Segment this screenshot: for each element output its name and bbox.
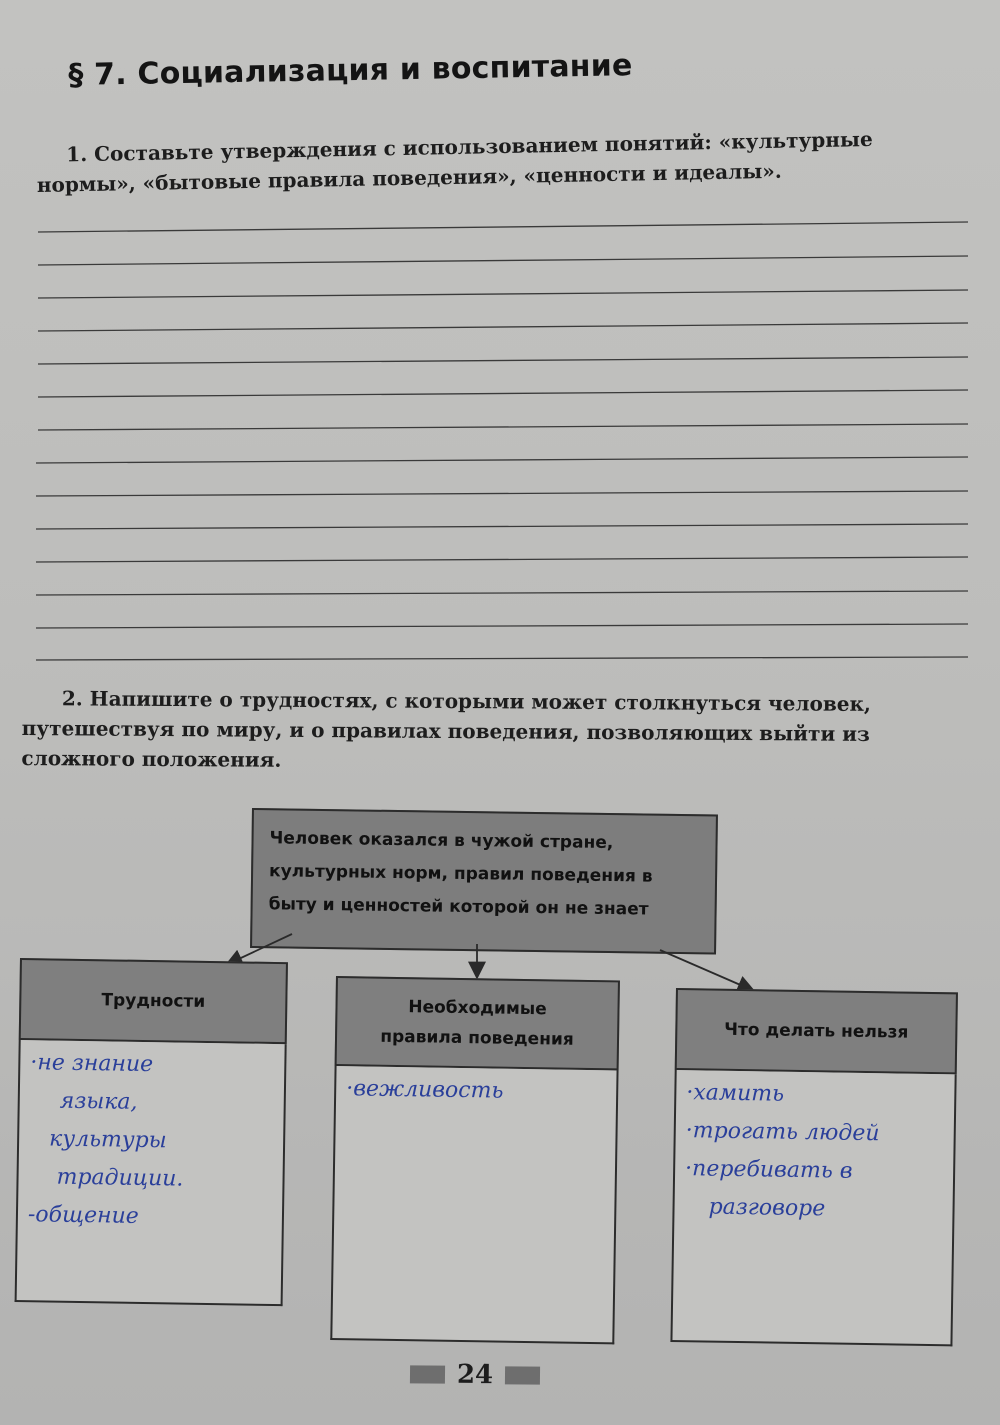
answer-item: традиции. [56, 1164, 184, 1192]
handwritten-answers [18, 1040, 285, 1242]
answer-item: ·перебивать в [684, 1156, 853, 1184]
answer-item: разговоре [708, 1194, 826, 1222]
answer-line [38, 256, 968, 265]
answer-line [36, 591, 968, 595]
diagram-main-box: Человек оказался в чужой стране, культурных норм, правил поведения в быту и ценностей которой он не знает [250, 808, 718, 954]
answer-line [38, 424, 968, 430]
column-header: Что делать нельзя [675, 988, 958, 1074]
answer-line [36, 491, 968, 496]
answer-item: культуры [48, 1126, 167, 1154]
column-forbidden [670, 988, 958, 1346]
answer-item: ·трогать людей [685, 1118, 880, 1147]
handwritten-answers [674, 1070, 954, 1234]
column-header: Необходимые правила поведения [335, 976, 620, 1070]
task-1-text: 1. Составьте утверждения с использованием понятий: «культурные нормы», «бытовые правила поведения», «ценности и идеалы». [36, 126, 873, 197]
column-header: Трудности [19, 958, 288, 1044]
answer-line [36, 657, 968, 660]
column-body [15, 1040, 287, 1306]
answer-line [38, 323, 968, 331]
column-body [670, 1070, 956, 1346]
answer-line [36, 524, 968, 529]
section-title: § 7. Социализация и воспитание [68, 48, 633, 93]
answer-line [38, 357, 968, 364]
answer-line [38, 290, 968, 298]
column-body [330, 1066, 618, 1344]
answer-line [36, 457, 968, 463]
answer-line [38, 222, 968, 232]
answer-item: ·вежливость [346, 1076, 504, 1104]
answer-item: языка, [59, 1088, 138, 1115]
answer-line [38, 390, 968, 397]
page-number [410, 1357, 540, 1392]
page-number-bar-left [410, 1365, 445, 1383]
page-number-bar-right [505, 1366, 540, 1384]
answer-line [36, 557, 968, 562]
answer-item: -общение [27, 1202, 139, 1229]
column-difficulties [15, 958, 288, 1306]
answer-item: ·хамить [686, 1080, 785, 1107]
arrow-right [660, 950, 752, 990]
handwritten-answers [336, 1066, 617, 1116]
answer-line [36, 624, 968, 628]
answer-item: ·не знание [30, 1050, 154, 1078]
column-required-rules [330, 976, 620, 1344]
page-number-text: 24 [456, 1359, 494, 1391]
task-2-text: 2. Напишите о трудностях, с которыми может столкнуться человек, путешествуя по миру, и о правилах поведения, позволяющих выйти из сложного положения. [21, 686, 871, 772]
